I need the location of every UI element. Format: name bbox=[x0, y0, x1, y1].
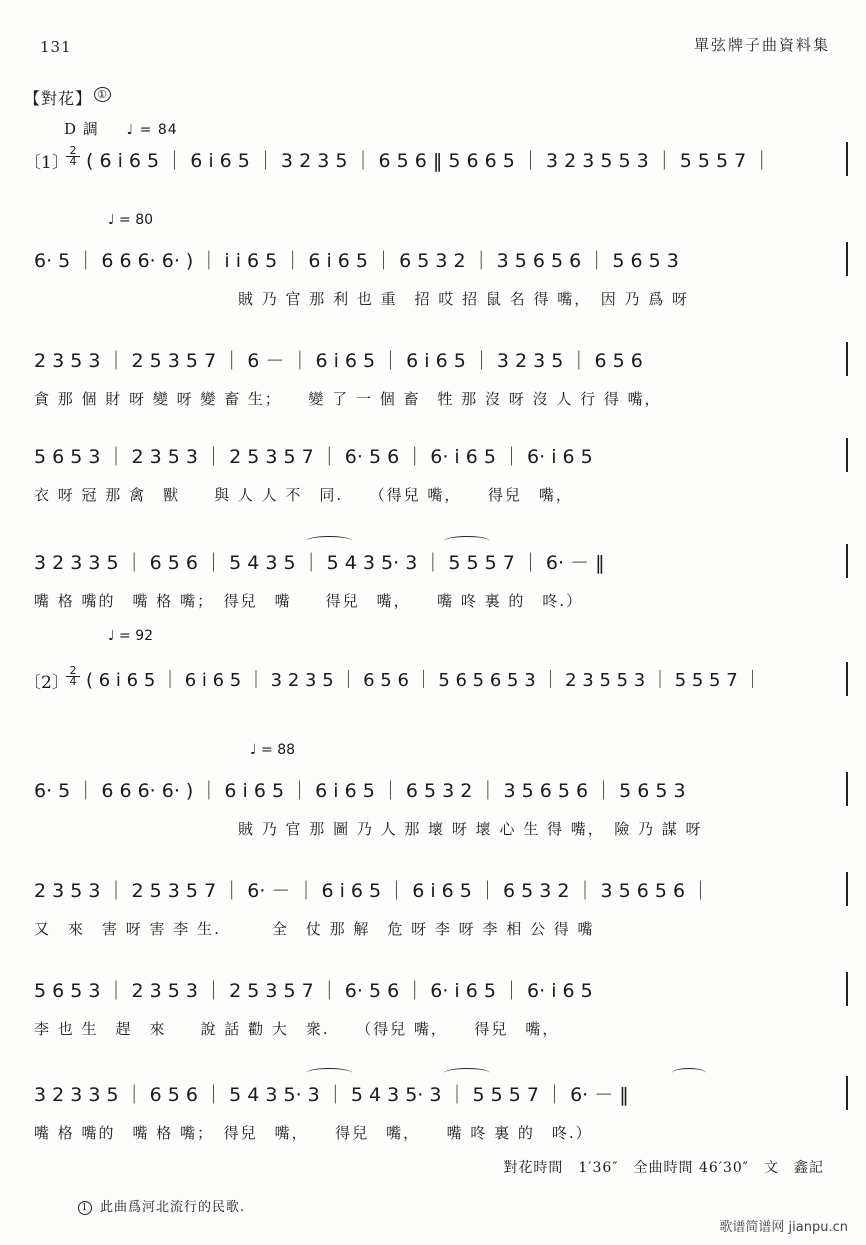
footnote-body: 此曲爲河北流行的民歌. bbox=[100, 1200, 246, 1215]
notation-line: 2 3 5 3 ｜ 2 5 3 5 7 ｜ 6 － ｜ 6 i 6 5 ｜ 6 i 6 5 ｜ 3 2 3 5 ｜ 6 5 6 bbox=[34, 350, 643, 372]
tempo-marking: ♩ = 84 bbox=[126, 122, 178, 138]
running-header: 單弦牌子曲資料集 bbox=[693, 36, 830, 54]
slur-mark bbox=[672, 1068, 706, 1078]
footnote-text bbox=[78, 1196, 245, 1215]
tempo-marking-2: ♩ = 80 bbox=[108, 212, 154, 228]
key-and-tempo bbox=[64, 118, 178, 139]
time-signature-denominator: 4 bbox=[66, 156, 80, 167]
system-end-bar bbox=[846, 438, 848, 472]
system-end-bar bbox=[846, 342, 848, 376]
song-title bbox=[24, 86, 111, 109]
lyrics-line: 又 來 害 呀 害 李 生. 全 仗 那 解 危 呀 李 呀 李 相 公 得 嘴 bbox=[34, 920, 595, 938]
system-end-bar bbox=[846, 872, 848, 906]
lyrics-line: 賊 乃 官 那 圖 乃 人 那 壞 呀 壞 心 生 得 嘴， 險 乃 謀 呀 bbox=[238, 820, 703, 838]
notation-line: 6· 5 ｜ 6 6 6· 6· ) ｜ 6 i 6 5 ｜ 6 i 6 5 ｜ 6 5 3 2 ｜ 3 5 6 5 6 ｜ 5 6 5 3 bbox=[34, 780, 686, 802]
notation-line: ( 6 i 6 5 ｜ 6 i 6 5 ｜ 3 2 3 5 ｜ 6 5 6 ｜ 5 6 5 6 5 3 ｜ 2 3 5 5 3 ｜ 5 5 5 7 ｜ bbox=[86, 670, 762, 691]
page-number: 131 bbox=[40, 38, 72, 56]
time-signature-numerator: 2 bbox=[69, 144, 77, 157]
tempo-marking-4: ♩ = 88 bbox=[250, 742, 296, 758]
time-signature-numerator: 2 bbox=[69, 664, 77, 677]
lyrics-line: 衣 呀 冠 那 禽 獸 與 人 人 不 同. （得兒 嘴， 得兒 嘴， bbox=[34, 486, 573, 504]
timing-note: 對花時間 1′36″ 全曲時間 46′30″ 文 鑫記 bbox=[503, 1160, 824, 1176]
lyrics-line: 賊 乃 官 那 利 也 重 招 哎 招 鼠 名 得 嘴， 因 乃 爲 呀 bbox=[238, 290, 690, 308]
notation-line: ( 6 i 6 5 ｜ 6 i 6 5 ｜ 3 2 3 5 ｜ 6 5 6 ‖ 5 6 6 5 ｜ 3 2 3 5 5 3 ｜ 5 5 5 7 ｜ bbox=[86, 150, 772, 172]
system-end-bar bbox=[846, 972, 848, 1006]
system-end-bar bbox=[846, 1076, 848, 1110]
system-end-bar bbox=[846, 544, 848, 578]
slur-mark bbox=[444, 536, 490, 546]
lyrics-line: 嘴 格 嘴的 嘴 格 嘴； 得兒 嘴 得兒 嘴， 嘴 咚 裏 的 咚.） bbox=[34, 592, 584, 610]
notation-line: 5 6 5 3 ｜ 2 3 5 3 ｜ 2 5 3 5 7 ｜ 6· 5 6 ｜ 6· i 6 5 ｜ 6· i 6 5 bbox=[34, 446, 593, 468]
watermark-text: 歌谱简谱网 jianpu.cn bbox=[719, 1220, 848, 1235]
notation-line: 3 2 3 3 5 ｜ 6 5 6 ｜ 5 4 3 5 ｜ 5 4 3 5· 3 ｜ 5 5 5 7 ｜ 6· － ‖ bbox=[34, 552, 605, 574]
key-signature: D 調 bbox=[64, 120, 99, 138]
system-end-bar bbox=[846, 772, 848, 806]
notation-line: 6· 5 ｜ 6 6 6· 6· ) ｜ i i 6 5 ｜ 6 i 6 5 ｜ 6 5 3 2 ｜ 3 5 6 5 6 ｜ 5 6 5 3 bbox=[34, 250, 679, 272]
system-end-bar bbox=[846, 662, 848, 696]
system-end-bar bbox=[846, 242, 848, 276]
section-label-1: 〔1〕 bbox=[24, 153, 69, 173]
lyrics-line: 李 也 生 趕 來 說 話 勸 大 衆. （得兒 嘴， 得兒 嘴， bbox=[34, 1020, 560, 1038]
tempo-marking-3: ♩ = 92 bbox=[108, 628, 154, 644]
site-watermark bbox=[719, 1216, 848, 1235]
notation-line: 5 6 5 3 ｜ 2 3 5 3 ｜ 2 5 3 5 7 ｜ 6· 5 6 ｜ 6· i 6 5 ｜ 6· i 6 5 bbox=[34, 980, 593, 1002]
notation-line: 2 3 5 3 ｜ 2 5 3 5 7 ｜ 6· － ｜ 6 i 6 5 ｜ 6 i 6 5 ｜ 6 5 3 2 ｜ 3 5 6 5 6 ｜ bbox=[34, 880, 711, 902]
slur-mark bbox=[444, 1068, 490, 1078]
slur-mark bbox=[306, 536, 352, 546]
time-signature-1 bbox=[66, 146, 80, 167]
slur-mark bbox=[306, 1068, 352, 1078]
section-label-2: 〔2〕 bbox=[24, 673, 69, 693]
footnote-marker: ① bbox=[94, 87, 111, 102]
notation-line: 3 2 3 3 5 ｜ 6 5 6 ｜ 5 4 3 5· 3 ｜ 5 4 3 5· 3 ｜ 5 5 5 7 ｜ 6· － ‖ bbox=[34, 1084, 629, 1106]
song-title-text: 【對花】 bbox=[24, 89, 93, 108]
lyrics-line: 貪 那 個 財 呀 變 呀 變 畜 生； 變 了 一 個 畜 牲 那 沒 呀 沒 人 行 得 嘴， bbox=[34, 390, 662, 408]
time-signature-2 bbox=[66, 666, 80, 687]
system-end-bar bbox=[846, 142, 848, 176]
footnote-number-icon: 1 bbox=[78, 1201, 92, 1215]
time-signature-denominator: 4 bbox=[66, 676, 80, 687]
lyrics-line: 嘴 格 嘴的 嘴 格 嘴； 得兒 嘴， 得兒 嘴， 嘴 咚 裏 的 咚.） bbox=[34, 1124, 593, 1142]
